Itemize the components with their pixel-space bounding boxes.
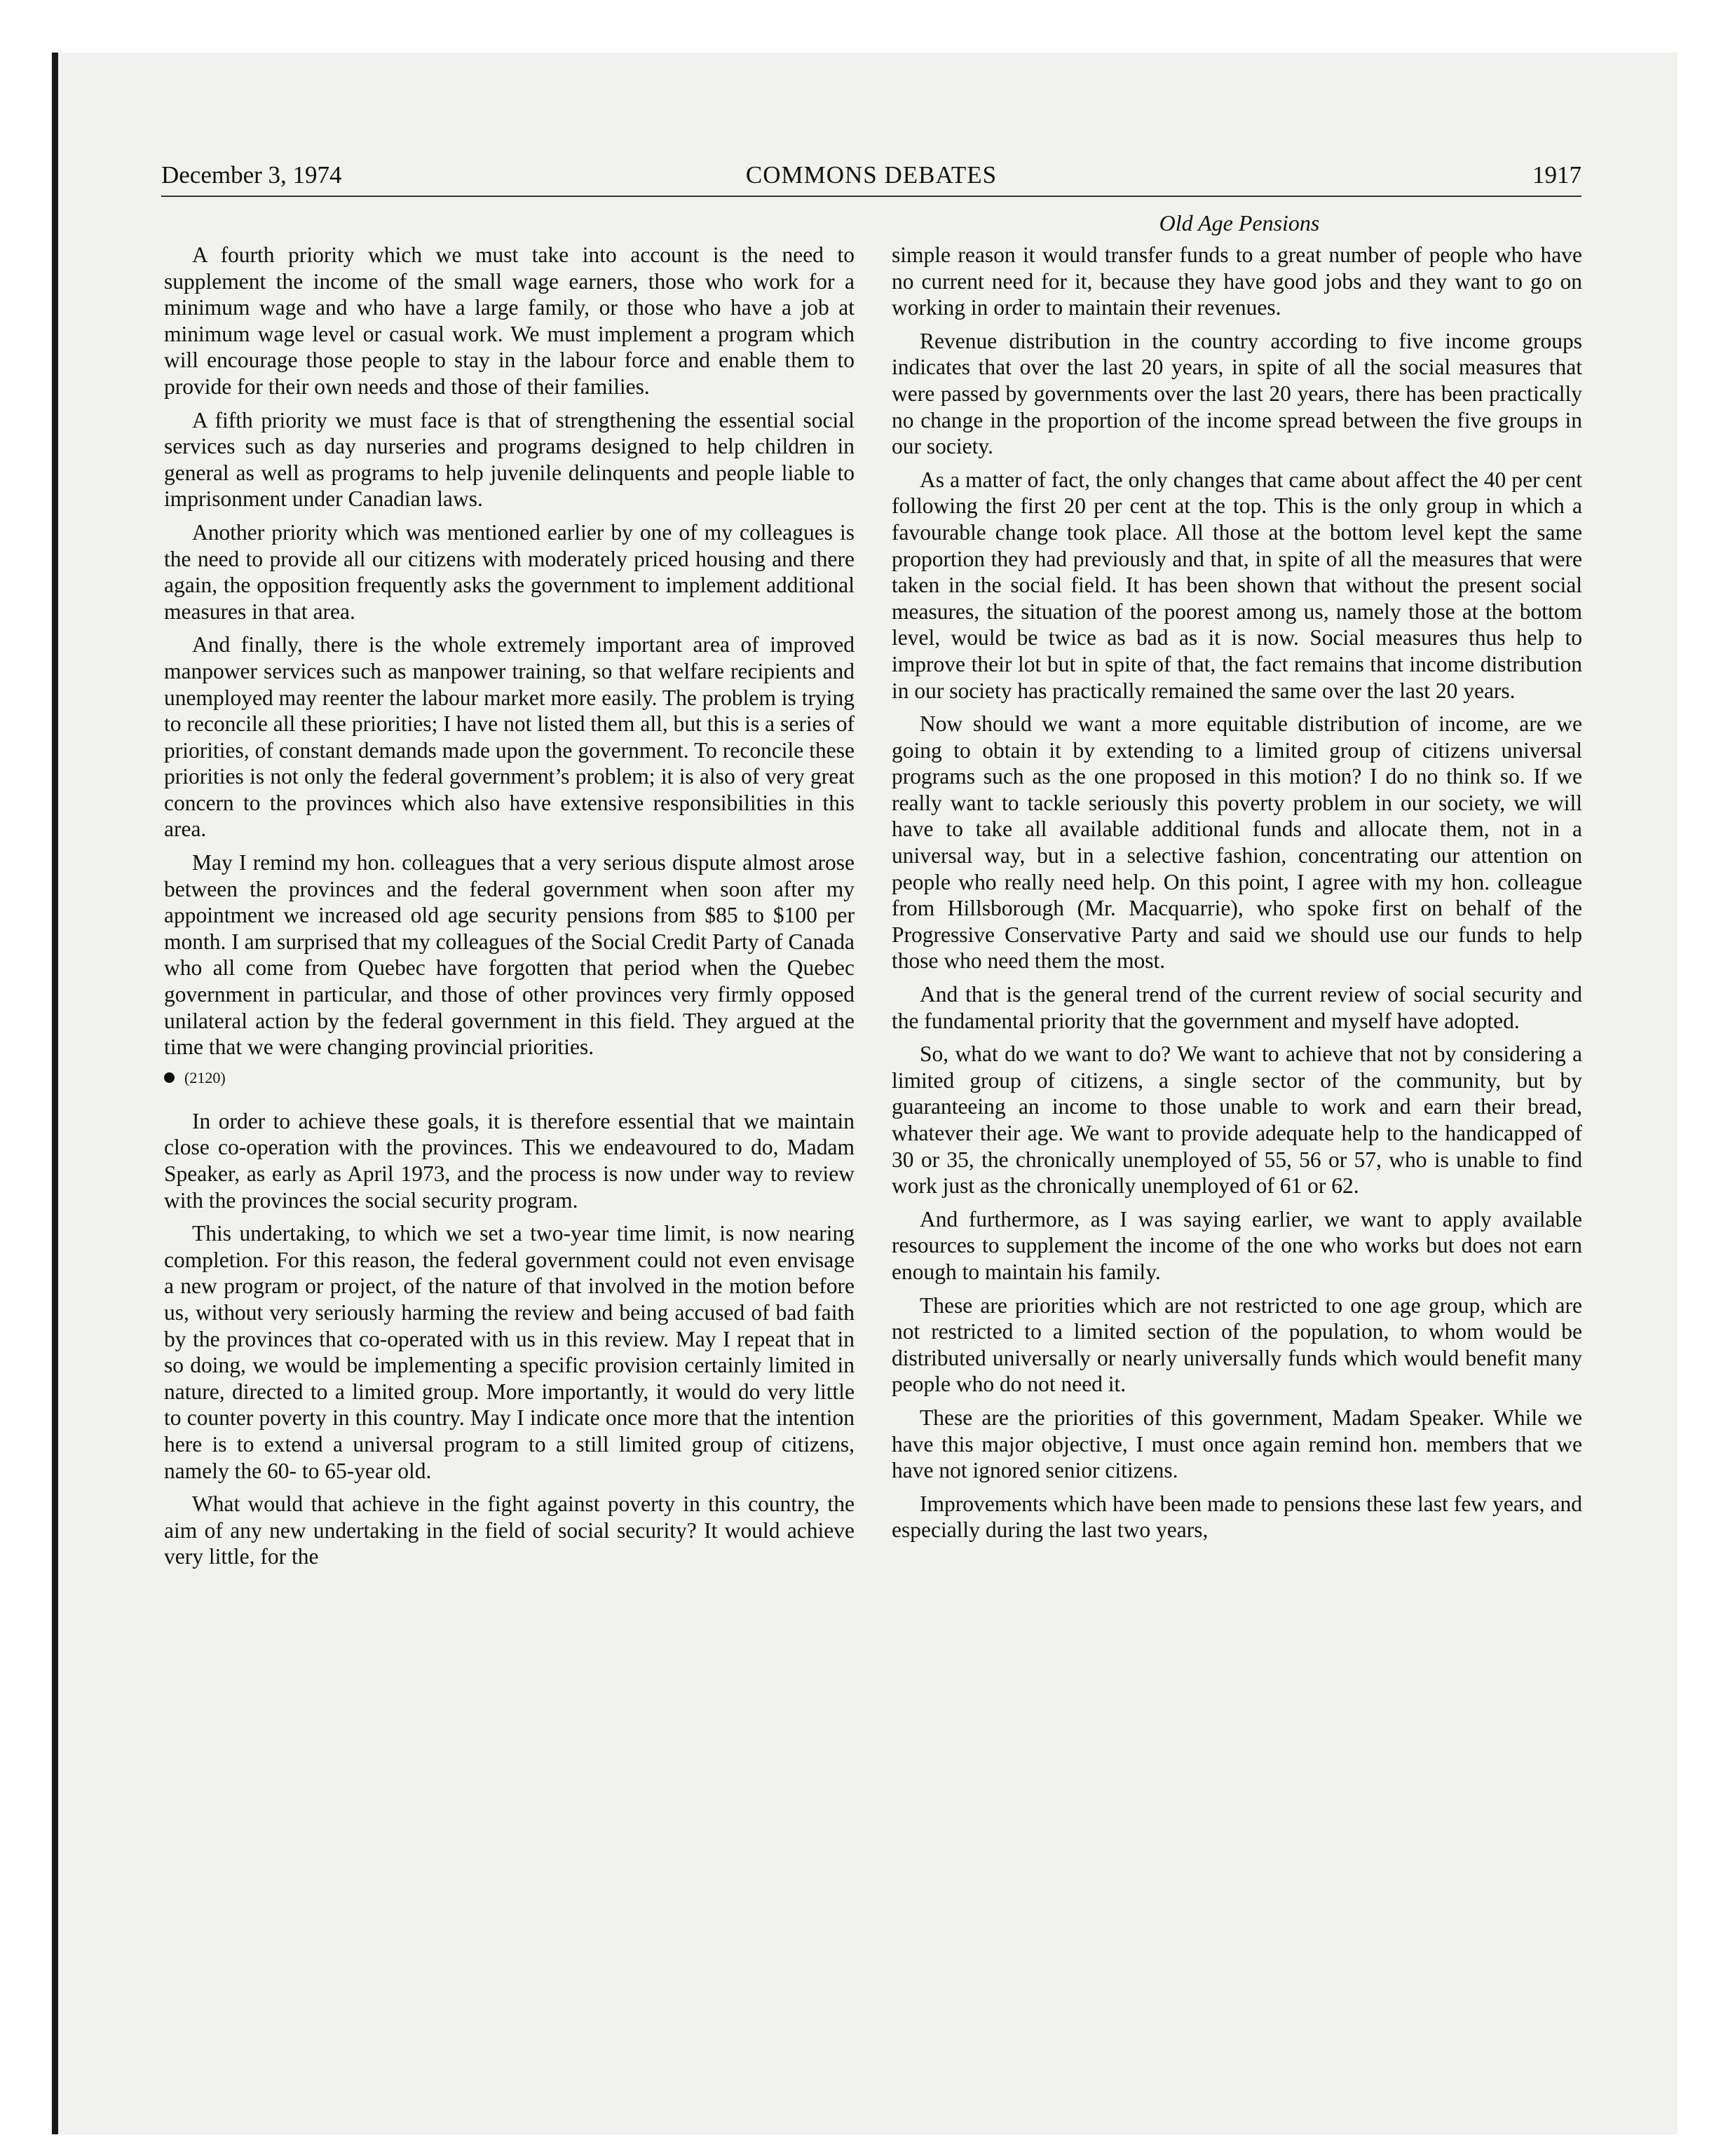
- bullet-icon: [164, 1072, 175, 1083]
- paragraph: Now should we want a more equitable distribution of income, are we going to obtain it by extending to a limited group of citizens universal programs such as the one proposed in this motion? I do no think so. If we really want to tackle seriously this poverty problem in our society, we will have to take all available additional funds and allocate them, not in a universal way, but in a selective fashion, concentrating our attention on people who really need help. On this point, I agree with my hon. colleague from Hillsborough (Mr. Macquarrie), who spoke first on behalf of the Progressive Conservative Party and said we should use our funds to help those who need them the most.: [892, 711, 1582, 974]
- paragraph: May I remind my hon. colleagues that a very serious dispute almost arose between the provinces and the federal government when soon after my appointment we increased old age security pensions from $85 to $100 per month. I am surprised that my colleagues of the Social Credit Party of Canada who all come from Quebec have forgotten that period when the Quebec government in particular, and those of other provinces very firmly opposed unilateral action by the federal government in this field. They argued at the time that we were changing provincial priorities.: [164, 850, 855, 1060]
- paragraph: Revenue distribution in the country according to five income groups indicates that over the last 20 years, in spite of all the social measures that were passed by governments over the last 20 years, there has been practically no change in the proportion of the income spread between the five groups in our society.: [892, 328, 1582, 459]
- subject-heading: Old Age Pensions: [1159, 210, 1320, 236]
- time-marker: [164, 1067, 855, 1089]
- scan-edge: [52, 53, 58, 2134]
- paragraph: A fifth priority we must face is that of strengthening the essential social services such as day nurseries and programs designed to help children in general as well as programs to help juvenile delinquents and people liable to imprisonment under Canadian laws.: [164, 407, 855, 512]
- paragraph: And that is the general trend of the current review of social security and the fundamental priority that the government and myself have adopted.: [892, 982, 1582, 1033]
- paragraph: Improvements which have been made to pensions these last few years, and especially during the last two years,: [892, 1491, 1582, 1543]
- continued-paragraph: simple reason it would transfer funds to a great number of people who have no current need for it, because they have good jobs and they want to go on working in order to maintain their revenues.: [892, 243, 1582, 320]
- publication-title: COMMONS DEBATES: [745, 161, 998, 189]
- paragraph: And finally, there is the whole extremely important area of improved manpower services such as manpower training, so that welfare recipients and unemployed may reenter the labour market more easily. The problem is trying to reconcile all these priorities; I have not listed them all, but this is a series of priorities, of constant demands made upon the government. To reconcile these priorities is not only the federal government’s problem; it is also of very great concern to the provinces which also have extensive responsibilities in this area.: [164, 632, 855, 842]
- left-column: [164, 242, 855, 1577]
- page-number: 1917: [1532, 161, 1581, 189]
- paragraph: These are priorities which are not restricted to one age group, which are not restricted to a limited section of the population, to whom would be distributed universally or nearly universally funds which would benefit many people who do not need it.: [892, 1292, 1582, 1397]
- paragraph: So, what do we want to do? We want to achieve that not by considering a limited group of citizens, a single sector of the community, but by guaranteeing an income to those unable to work and earn their bread, whatever their age. We want to provide adequate help to the handicapped of 30 or 35, the chronically unemployed of 55, 56 or 57, who is unable to find work just as the chronically unemployed of 61 or 62.: [892, 1042, 1582, 1199]
- paragraph: A fourth priority which we must take into account is the need to supplement the income of the small wage earners, those who work for a minimum wage and who have a large family, or those who have a job at minimum wage level or casual work. We must implement a program which will encourage those people to stay in the labour force and enable them to provide for their own needs and those of their families.: [164, 243, 855, 399]
- right-column: [892, 242, 1582, 1550]
- paragraph: These are the priorities of this government, Madam Speaker. While we have this major objective, I must once again remind hon. members that we have not ignored senior citizens.: [892, 1405, 1582, 1483]
- header-date: December 3, 1974: [161, 161, 342, 189]
- paragraph: This undertaking, to which we set a two-year time limit, is now nearing completion. For this reason, the federal government could not even envisage a new program or project, of the nature of that involved in the motion before us, without very seriously harming the review and being accused of bad faith by the provinces that co-operated with us in this review. May I repeat that in so doing, we would be implementing a specific provision certainly limited in nature, directed to a limited group. More importantly, it would do very little to counter poverty in this country. May I indicate once more that the intention here is to extend a universal program to a still limited group of citizens, namely the 60- to 65-year old.: [164, 1221, 855, 1483]
- header-rule: [161, 196, 1581, 197]
- paragraph: What would that achieve in the fight against poverty in this country, the aim of any new undertaking in the field of social security? It would achieve very little, for the: [164, 1492, 855, 1569]
- paragraph: As a matter of fact, the only changes that came about affect the 40 per cent following the first 20 per cent at the top. This is the only group in which a favourable change took place. All those at the bottom level kept the same proportion they had previously and that, in spite of all the measures that were taken in the social field. It has been shown that without the present social measures, the situation of the poorest among us, namely those at the bottom level, would be twice as bad as it is now. Social measures thus help to improve their lot but in spite of that, the fact remains that income distribution in our society has practically remained the same over the last 20 years.: [892, 467, 1582, 703]
- time-marker-label: (2120): [184, 1068, 226, 1086]
- paragraph: And furthermore, as I was saying earlier, we want to apply available resources to supplement the income of the one who works but does not earn enough to maintain his family.: [892, 1206, 1582, 1284]
- page-header: [161, 156, 1581, 195]
- paragraph: Another priority which was mentioned earlier by one of my colleagues is the need to provide all our citizens with moderately priced housing and there again, the opposition frequently asks the government to implement additional measures in that area.: [164, 519, 855, 624]
- paragraph: In order to achieve these goals, it is therefore essential that we maintain close co-operation with the provinces. This we endeavoured to do, Madam Speaker, as early as April 1973, and the process is now under way to review with the provinces the social security program.: [164, 1108, 855, 1213]
